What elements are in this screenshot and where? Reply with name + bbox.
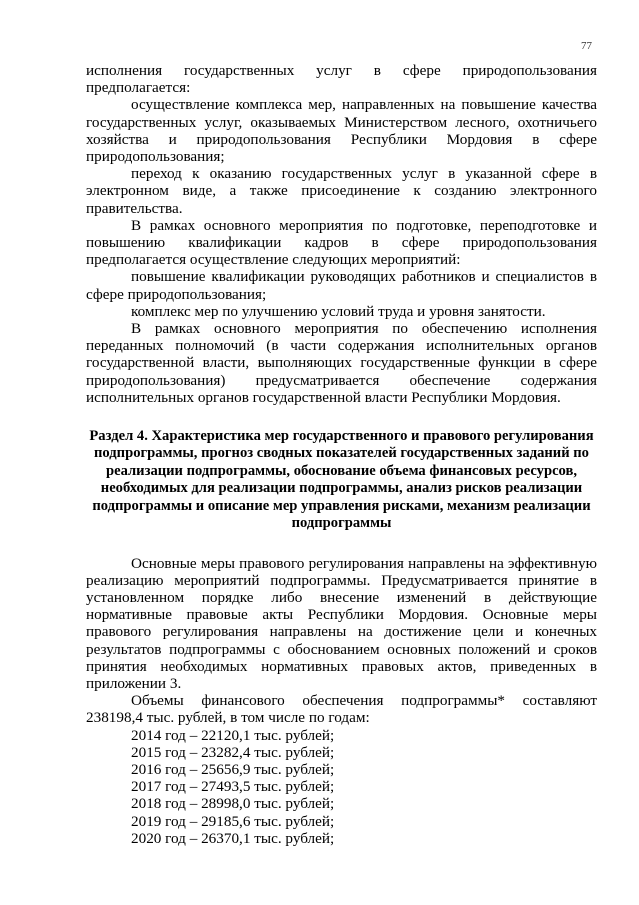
page-number: 77 <box>581 40 592 52</box>
paragraphs-bottom <box>86 555 597 727</box>
paragraph: повышение квалификации руководящих работников и специалистов в сфере природопользования; <box>86 268 597 303</box>
section-heading: Раздел 4. Характеристика мер государственного и правового регулирования подпрограммы, прогноз сводных показателей государственных заданий по реализации подпрограммы, обоснование объема финансовых ресурсов, необходимых для реализации подпрограммы, анализ рисков реализации подпрограммы и описание мер управления рисками, механизм реализации подпрограммы <box>89 428 594 532</box>
paragraph: осуществление комплекса мер, направленных на повышение качества государственных услуг, оказываемых Министерством лесного, охотничьего хозяйства и природопользования Республики Мордовия в сфере природопользования; <box>86 96 597 166</box>
paragraphs-top <box>86 62 597 406</box>
funding-year-item: 2018 год – 28998,0 тыс. рублей; <box>131 795 335 813</box>
funding-year-item: 2016 год – 25656,9 тыс. рублей; <box>131 760 335 778</box>
paragraph: комплекс мер по улучшению условий труда и уровня занятости. <box>131 302 546 320</box>
document-body <box>86 62 597 847</box>
paragraph: Основные меры правового регулирования направлены на эффективную реализацию мероприятий подпрограммы. Предусматривается принятие в установленном порядке либо внесение изменений в действующие нормативные правовые акты Республики Мордовия. Основные меры правового регулирования направлены на достижение цели и конечных результатов подпрограммы с обоснованием основных положений и сроков принятия необходимых нормативных правовых актов, приведенных в приложении 3. <box>86 554 597 692</box>
paragraph: Объемы финансового обеспечения подпрограммы* составляют 238198,4 тыс. рублей, в том числе по годам: <box>86 692 597 727</box>
funding-by-year-list <box>86 727 597 847</box>
funding-year-item: 2019 год – 29185,6 тыс. рублей; <box>131 812 335 830</box>
paragraph: В рамках основного мероприятия по подготовке, переподготовке и повышению квалификации кадров в сфере природопользования предполагается осуществление следующих мероприятий: <box>86 216 597 269</box>
funding-year-item: 2015 год – 23282,4 тыс. рублей; <box>131 743 335 761</box>
funding-year-item: 2020 год – 26370,1 тыс. рублей; <box>131 829 335 847</box>
paragraph: переход к оказанию государственных услуг в указанной сфере в электронном виде, а также присоединение к созданию электронного правительства. <box>86 165 597 217</box>
paragraph: исполнения государственных услуг в сфере природопользования предполагается: <box>86 62 597 97</box>
funding-year-item: 2014 год – 22120,1 тыс. рублей; <box>131 726 335 744</box>
funding-year-item: 2017 год – 27493,5 тыс. рублей; <box>131 778 335 796</box>
paragraph: В рамках основного мероприятия по обеспечению исполнения переданных полномочий (в части содержания исполнительных органов государственной власти, выполняющих государственные функции в сфере природопользования) предусматривается обеспечение содержания исполнительных органов государственной власти Республики Мордовия. <box>86 320 597 406</box>
